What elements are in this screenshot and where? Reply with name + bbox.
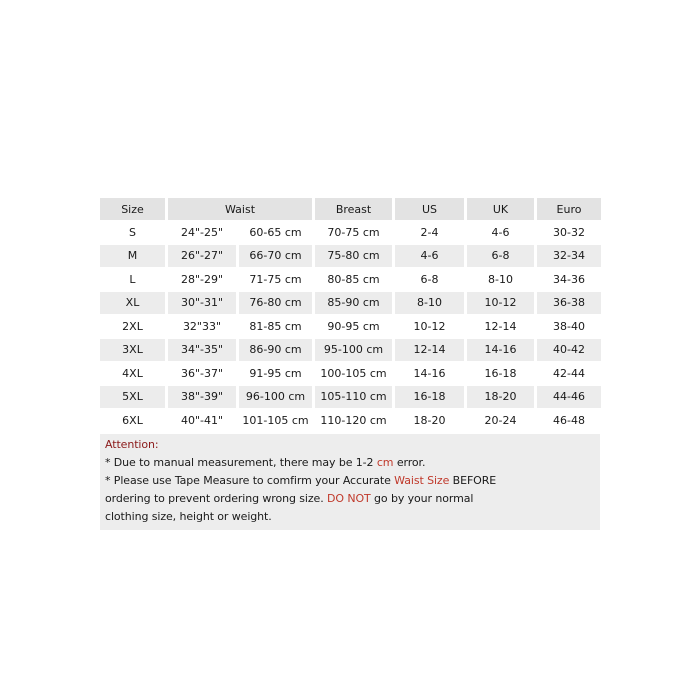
euro-cell: 40-42 <box>537 339 601 362</box>
size-cell: 5XL <box>100 386 165 409</box>
note-unit-highlight: cm <box>376 455 394 469</box>
size-cell: 2XL <box>100 315 165 338</box>
table-row <box>100 409 601 432</box>
breast-cell: 110-120 cm <box>315 409 392 432</box>
uk-cell: 4-6 <box>467 221 534 244</box>
do-not-highlight: DO NOT <box>327 491 371 505</box>
euro-cell: 46-48 <box>537 409 601 432</box>
note-line-3 <box>105 490 595 508</box>
header-size: Size <box>100 198 165 220</box>
table-row <box>100 268 601 291</box>
header-us: US <box>395 198 464 220</box>
waist-inch-cell: 30"-31" <box>168 292 236 315</box>
us-cell: 14-16 <box>395 362 464 385</box>
waist-cm-cell: 91-95 cm <box>239 362 312 385</box>
waist-cm-cell: 81-85 cm <box>239 315 312 338</box>
header-breast: Breast <box>315 198 392 220</box>
waist-inch-cell: 36"-37" <box>168 362 236 385</box>
size-cell: 4XL <box>100 362 165 385</box>
note-line-1-text-a: * Due to manual measurement, there may be 1-2 <box>105 455 377 469</box>
note-line-4: clothing size, height or weight. <box>105 509 272 523</box>
breast-cell: 95-100 cm <box>315 339 392 362</box>
waist-cm-cell: 86-90 cm <box>239 339 312 362</box>
waist-size-highlight: Waist Size <box>394 473 450 487</box>
breast-cell: 100-105 cm <box>315 362 392 385</box>
breast-cell: 105-110 cm <box>315 386 392 409</box>
us-cell: 4-6 <box>395 245 464 268</box>
euro-cell: 38-40 <box>537 315 601 338</box>
note-line-1-text-b: error. <box>393 455 426 469</box>
breast-cell: 70-75 cm <box>315 221 392 244</box>
breast-cell: 80-85 cm <box>315 268 392 291</box>
waist-cm-cell: 60-65 cm <box>239 221 312 244</box>
us-cell: 12-14 <box>395 339 464 362</box>
euro-cell: 36-38 <box>537 292 601 315</box>
header-waist: Waist <box>168 198 312 220</box>
size-cell: M <box>100 245 165 268</box>
size-chart <box>100 197 600 530</box>
euro-cell: 42-44 <box>537 362 601 385</box>
euro-cell: 34-36 <box>537 268 601 291</box>
uk-cell: 16-18 <box>467 362 534 385</box>
note-line-3-text-b: go by your normal <box>370 491 474 505</box>
euro-cell: 30-32 <box>537 221 601 244</box>
table-row <box>100 221 601 244</box>
note-line-2-text-a: * Please use Tape Measure to comfirm your Accurate <box>105 473 395 487</box>
waist-cm-cell: 71-75 cm <box>239 268 312 291</box>
us-cell: 8-10 <box>395 292 464 315</box>
waist-inch-cell: 28"-29" <box>168 268 236 291</box>
us-cell: 6-8 <box>395 268 464 291</box>
us-cell: 10-12 <box>395 315 464 338</box>
us-cell: 16-18 <box>395 386 464 409</box>
note-line-2 <box>105 472 595 490</box>
uk-cell: 12-14 <box>467 315 534 338</box>
waist-inch-cell: 34"-35" <box>168 339 236 362</box>
table-row <box>100 386 601 409</box>
table-row <box>100 245 601 268</box>
table-row <box>100 292 601 315</box>
note-line-3-text-a: ordering to prevent ordering wrong size. <box>105 491 327 505</box>
waist-inch-cell: 32"33" <box>168 315 236 338</box>
breast-cell: 75-80 cm <box>315 245 392 268</box>
header-euro: Euro <box>537 198 601 220</box>
note-line-2-text-b: BEFORE <box>449 473 497 487</box>
header-uk: UK <box>467 198 534 220</box>
us-cell: 18-20 <box>395 409 464 432</box>
size-cell: 6XL <box>100 409 165 432</box>
euro-cell: 44-46 <box>537 386 601 409</box>
breast-cell: 85-90 cm <box>315 292 392 315</box>
waist-cm-cell: 76-80 cm <box>239 292 312 315</box>
table-row <box>100 315 601 338</box>
size-cell: 3XL <box>100 339 165 362</box>
us-cell: 2-4 <box>395 221 464 244</box>
waist-cm-cell: 66-70 cm <box>239 245 312 268</box>
waist-inch-cell: 40"-41" <box>168 409 236 432</box>
attention-title: Attention: <box>105 437 159 451</box>
uk-cell: 14-16 <box>467 339 534 362</box>
breast-cell: 90-95 cm <box>315 315 392 338</box>
table-header-row <box>100 198 601 220</box>
size-cell: S <box>100 221 165 244</box>
size-cell: L <box>100 268 165 291</box>
waist-cm-cell: 101-105 cm <box>239 409 312 432</box>
table-row <box>100 339 601 362</box>
uk-cell: 8-10 <box>467 268 534 291</box>
uk-cell: 20-24 <box>467 409 534 432</box>
uk-cell: 18-20 <box>467 386 534 409</box>
table-row <box>100 362 601 385</box>
note-line-1 <box>105 454 595 472</box>
euro-cell: 32-34 <box>537 245 601 268</box>
attention-notes <box>100 434 600 530</box>
waist-inch-cell: 38"-39" <box>168 386 236 409</box>
waist-inch-cell: 26"-27" <box>168 245 236 268</box>
uk-cell: 6-8 <box>467 245 534 268</box>
size-table <box>97 197 604 433</box>
size-cell: XL <box>100 292 165 315</box>
waist-cm-cell: 96-100 cm <box>239 386 312 409</box>
table-body <box>100 221 601 432</box>
uk-cell: 10-12 <box>467 292 534 315</box>
waist-inch-cell: 24"-25" <box>168 221 236 244</box>
